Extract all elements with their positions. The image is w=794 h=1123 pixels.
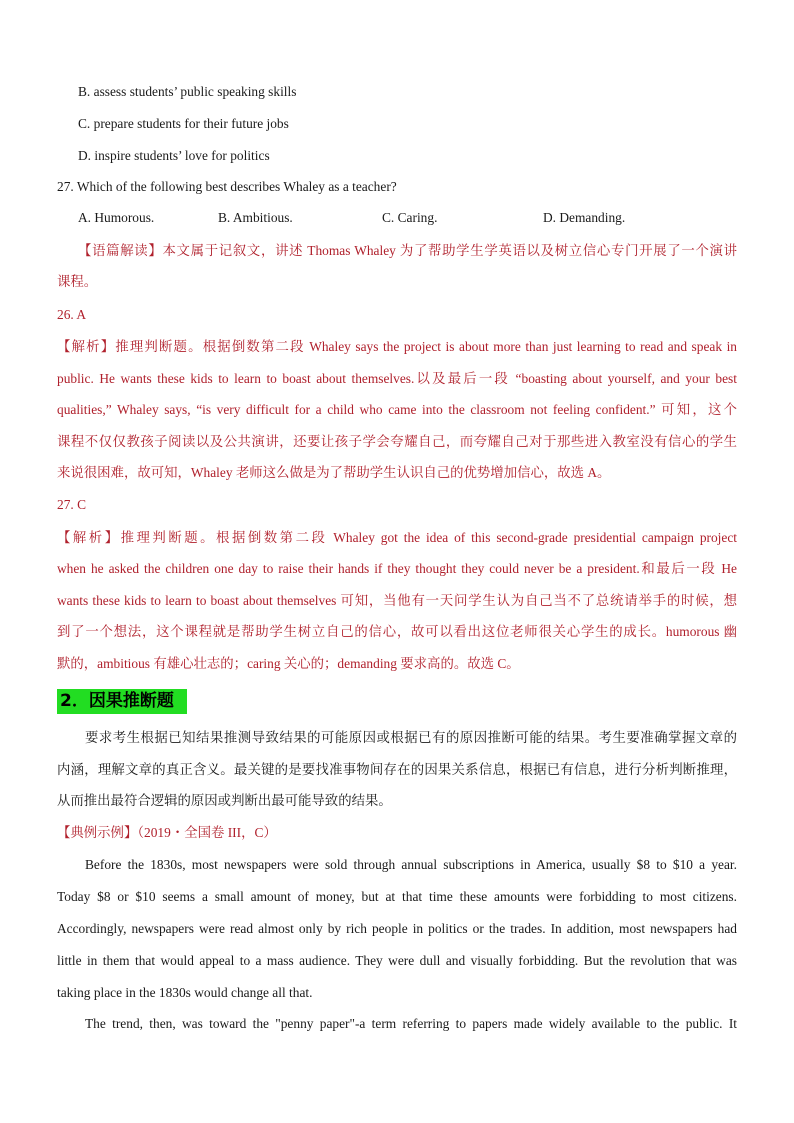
answer-27-number: 27. C	[57, 497, 87, 512]
answer-27-line-5: 默的，ambitious 有雄心壮志的；caring 关心的；demanding 要求高的。故选 C。	[57, 656, 520, 671]
answer-26-line-4: 课程不仅仅教孩子阅读以及公共演讲，还要让孩子学会夸耀自己，而夸耀自己对于那些进入教室没有信心的学生	[57, 434, 737, 449]
q27-option-d: D. Demanding.	[543, 210, 626, 225]
answer-27-label: 【解析】	[57, 531, 121, 546]
answer-26-analysis	[57, 338, 737, 357]
q27-option-c: C. Caring.	[382, 210, 438, 225]
answer-26-line-2: public. He wants these kids to learn to boast about themselves.以及最后一段 “boasting about yourself, and your best	[57, 371, 737, 386]
passage-p2-line-1: The trend, then, was toward the "penny paper"-a term referring to papers made widely available to the public. It	[85, 1016, 737, 1031]
example-header	[57, 824, 737, 843]
q26-option-b: B. assess students’ public speaking skills	[78, 84, 297, 99]
answer-26-number: 26. A	[57, 307, 87, 322]
passage-p1-line-4: little in them that would appeal to a mass audience. They were dull and visually forbidding. But the revolution that was	[57, 953, 737, 968]
passage-p1-line-1: Before the 1830s, most newspapers were sold through annual subscriptions in America, usually $8 to $10 a year.	[85, 857, 737, 872]
example-source: （2019・全国卷 III，C）	[137, 825, 277, 840]
section-2-heading: 2．因果推断题	[57, 689, 187, 714]
answer-27-line-4: 到了一个想法，这个课程就是帮助学生树立自己的信心，故可以看出这位老师很关心学生的成长。humorous 幽	[57, 624, 737, 639]
q27-option-b: B. Ambitious.	[218, 210, 293, 225]
q27-stem: 27. Which of the following best describes Whaley as a teacher?	[57, 179, 397, 194]
answer-26-line-3: qualities,” Whaley says, “is very difficult for a child who came into the classroom not feeling confident.” 可知，这个	[57, 402, 737, 417]
example-label: 【典例示例】	[57, 826, 138, 841]
section-2-line-3: 从而推出最符合逻辑的原因或判断出最可能导致的结果。	[57, 793, 392, 808]
answer-26-line-1: 推理判断题。根据倒数第二段 Whaley says the project is about more than just learning to read and speak in	[115, 339, 737, 354]
answer-27-line-1: 推理判断题。根据倒数第二段 Whaley got the idea of this second-grade presidential campaign project	[120, 530, 737, 545]
answer-27-line-2: when he asked the children one day to raise their hands if they thought they could never be a president.和最后一段 He	[57, 561, 737, 576]
answer-27-analysis	[57, 529, 737, 548]
reading-label: 【语篇解读】	[78, 244, 163, 259]
q26-option-d: D. inspire students’ love for politics	[78, 148, 270, 163]
reading-line-2: 课程。	[57, 274, 98, 289]
passage-p1-line-5: taking place in the 1830s would change all that.	[57, 985, 313, 1000]
q26-option-c: C. prepare students for their future jobs	[78, 116, 289, 131]
passage-p1-line-3: Accordingly, newspapers were read almost only by rich people in politics or the trades. In addition, most newspapers had	[57, 921, 737, 936]
section-2-line-1: 要求考生根据已知结果推测导致结果的可能原因或根据已有的原因推断可能的结果。考生要准确掌握文章的	[85, 730, 737, 745]
q27-option-a: A. Humorous.	[78, 210, 155, 225]
q27-options	[0, 210, 794, 228]
answer-26-label: 【解析】	[57, 340, 116, 355]
answer-27-line-3: wants these kids to learn to boast about themselves 可知，当他有一天问学生认为自己当不了总统请举手的时候，想	[57, 593, 737, 608]
section-2-line-2: 内涵，理解文章的真正含义。最关键的是要找准事物间存在的因果关系信息，根据已有信息，进行分析判断推理，	[57, 762, 737, 777]
reading-analysis	[78, 242, 737, 261]
passage-p1-line-2: Today $8 or $10 seems a small amount of money, but at that time these amounts were forbidding to most citizens.	[57, 889, 737, 904]
reading-line-1: 本文属于记叙文，讲述 Thomas Whaley 为了帮助学生学英语以及树立信心专门开展了一个演讲	[162, 243, 738, 258]
answer-26-line-5: 来说很困难，故可知，Whaley 老师这么做是为了帮助学生认识自己的优势增加信心，故选 A。	[57, 465, 611, 480]
